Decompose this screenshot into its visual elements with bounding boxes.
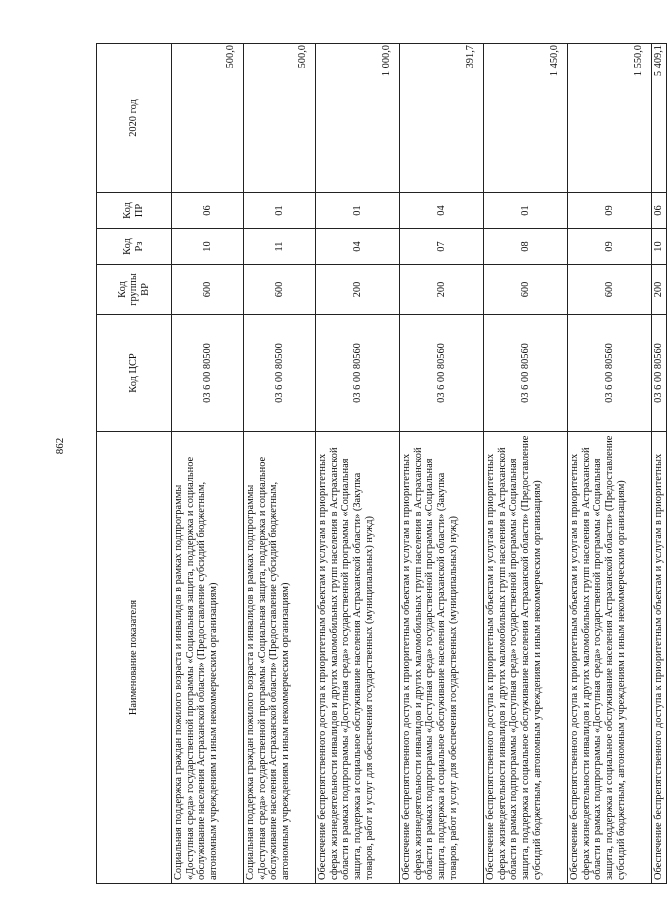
- cell-rz: 10: [172, 229, 244, 265]
- cell-name: Социальная поддержка граждан пожилого возраста и инвалидов в рамках подпрограммы «Доступная среда» государственной программы «Социальная защита, поддержка и социальное обслуживание населения Астраханской области» (Предоставление субсидий бюджетным, автономным учреждениям и иным некоммерческим организациям): [172, 432, 244, 884]
- cell-pr: 01: [484, 193, 568, 229]
- cell-pr: 04: [400, 193, 484, 229]
- cell-vr: 600: [484, 265, 568, 315]
- cell-pr: 09: [568, 193, 652, 229]
- cell-name: Обеспечение беспрепятственного доступа к приоритетным объектам и услугам в приоритетных сферах жизнедеятельности инвалидов и других маломобильных групп населения в Астраханской области в рамках подпрограммы «Доступная среда» государственной программы «Социальная защита, поддержка и социальное обслуживание населения Астраханской области» (Предоставление субсидий бюджетным, автономным учреждениям и иным некоммерческим организациям): [568, 432, 652, 884]
- header-2020: 2020 год: [97, 44, 172, 193]
- table-row: [652, 44, 667, 884]
- cell-rz: 10: [652, 229, 667, 265]
- header-pr: Код ПР: [97, 193, 172, 229]
- cell-name: Обеспечение беспрепятственного доступа к приоритетным объектам и услугам в приоритетных сферах жизнедеятельности инвалидов и других маломобильных групп населения в Астраханской области в рамках подпрограммы «Доступная среда» государственной программы «Социальная защита, поддержка и социальное обслуживание населения Астраханской области» (Закупка товаров, работ и услуг для обеспечения государственных (муниципальных) нужд): [316, 432, 400, 884]
- cell-csr: 03 6 00 80500: [244, 315, 316, 432]
- cell-pr: 01: [244, 193, 316, 229]
- cell-amount: 5 409,1: [652, 44, 667, 193]
- cell-amount: 391,7: [400, 44, 484, 193]
- cell-csr: 03 6 00 80560: [652, 315, 667, 432]
- cell-vr: 200: [316, 265, 400, 315]
- cell-vr: 600: [568, 265, 652, 315]
- cell-csr: 03 6 00 80500: [172, 315, 244, 432]
- cell-vr: 600: [172, 265, 244, 315]
- cell-vr: 200: [652, 265, 667, 315]
- cell-csr: 03 6 00 80560: [484, 315, 568, 432]
- table-row: [172, 44, 244, 884]
- cell-rz: 08: [484, 229, 568, 265]
- cell-pr: 06: [652, 193, 667, 229]
- cell-rz: 11: [244, 229, 316, 265]
- cell-csr: 03 6 00 80560: [316, 315, 400, 432]
- header-name: Наименование показателя: [97, 432, 172, 884]
- cell-name: Обеспечение беспрепятственного доступа к приоритетным объектам и услугам в приоритетных сферах жизнедеятельности инвалидов и других маломобильных групп населения в Астраханской области в рамках подпрограммы «Доступная среда» государственной программы «Социальная защита, поддержка и социальное обслуживание населения Астраханской области» (Предоставление субсидий бюджетным, автономным учреждениям и иным некоммерческим организациям): [484, 432, 568, 884]
- cell-amount: 1 450,0: [484, 44, 568, 193]
- table-row: [244, 44, 316, 884]
- cell-rz: 09: [568, 229, 652, 265]
- cell-name: Обеспечение беспрепятственного доступа к приоритетным объектам и услугам в приоритетных сферах жизнедеятельности инвалидов и других маломобильных групп населения в Астраханской области в рамках подпрограммы «Доступная среда» государственной программы «Социальная защита, поддержка и социальное обслуживание населения Астраханской области» (Закупка товаров, работ и услуг для обеспечения государственных (муниципальных) нужд): [400, 432, 484, 884]
- cell-pr: 06: [172, 193, 244, 229]
- cell-name: Социальная поддержка граждан пожилого возраста и инвалидов в рамках подпрограммы «Доступная среда» государственной программы «Социальная защита, поддержка и социальное обслуживание населения Астраханской области» (Предоставление субсидий бюджетным, автономным учреждениям и иным некоммерческим организациям): [244, 432, 316, 884]
- cell-amount: 500,0: [244, 44, 316, 193]
- cell-name: Обеспечение беспрепятственного доступа к приоритетным объектам и услугам в приоритетных: [652, 432, 667, 884]
- table-row: [568, 44, 652, 884]
- table-row: [316, 44, 400, 884]
- cell-vr: 600: [244, 265, 316, 315]
- cell-rz: 04: [316, 229, 400, 265]
- header-rz: Код Рз: [97, 229, 172, 265]
- cell-amount: 1 550,0: [568, 44, 652, 193]
- cell-pr: 01: [316, 193, 400, 229]
- budget-table: [96, 43, 667, 884]
- table-row: [400, 44, 484, 884]
- header-vr: Код группы ВР: [97, 265, 172, 315]
- cell-rz: 07: [400, 229, 484, 265]
- table-header-row: [97, 44, 172, 884]
- table-row: [484, 44, 568, 884]
- cell-vr: 200: [400, 265, 484, 315]
- cell-csr: 03 6 00 80560: [568, 315, 652, 432]
- header-csr: Код ЦСР: [97, 315, 172, 432]
- cell-amount: 500,0: [172, 44, 244, 193]
- rotated-table-container: [96, 44, 664, 884]
- page-number: 862: [54, 437, 66, 455]
- cell-csr: 03 6 00 80560: [400, 315, 484, 432]
- cell-amount: 1 000,0: [316, 44, 400, 193]
